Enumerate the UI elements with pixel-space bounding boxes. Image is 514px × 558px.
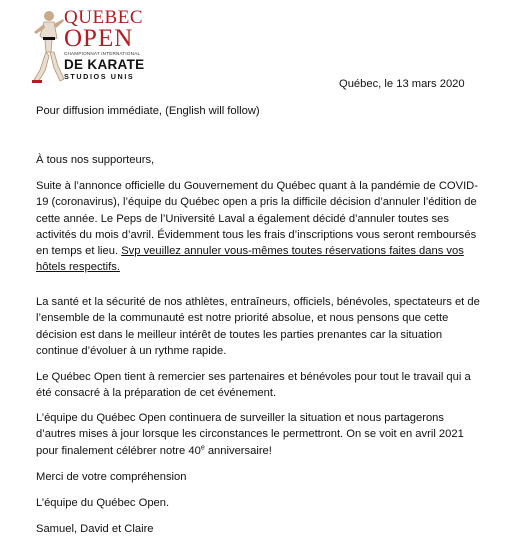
paragraph-thanks-partners: Le Québec Open tient à remercier ses partenaires et bénévoles pour tout le travail qui a été consacré à la préparation de cet événement. bbox=[36, 371, 471, 400]
logo-karate-text: DE KARATE bbox=[64, 57, 145, 72]
signature: Samuel, David et Claire bbox=[36, 523, 154, 535]
logo-open-text: OPEN bbox=[64, 25, 134, 52]
logo-studios-text: STUDIOS UNIS bbox=[64, 72, 135, 81]
paragraph-updates-text: L’équipe du Québec Open continuera de surveiller la situation et nous partagerons d’autres mises à jour lorsque les circonstances le permettront. On se voit en avril 2021 pour finalement célébrer notre 40 bbox=[36, 412, 464, 457]
greeting: À tous nos supporteurs, bbox=[36, 154, 155, 166]
paragraph-cancellation-text: Suite à l’annonce officielle du Gouvernement du Québec quant à la pandémie de COVID-19 (coronavirus), l’équipe du Québec open a pris la difficile décision d’annuler l’édition de cette année. Le Peps de l’Université Laval a également décidé d’annuler toutes ses activités du mois d’avril. Évidemment tous les frais d’inscriptions vous seront remboursés en temps et lieu. bbox=[36, 180, 478, 258]
logo-wordmark bbox=[64, 6, 148, 86]
paragraph-cancellation bbox=[36, 178, 486, 276]
release-line: Pour diffusion immédiate, (English will follow) bbox=[36, 105, 260, 117]
paragraph-updates bbox=[36, 410, 486, 459]
paragraph-updates-end: anniversaire! bbox=[204, 444, 272, 457]
logo-championnat-text: CHAMPIONNAT INTERNATIONAL bbox=[64, 51, 141, 56]
logo-quebec-text: QUEBEC bbox=[64, 7, 143, 28]
closing-team: L’équipe du Québec Open. bbox=[36, 497, 170, 509]
paragraph-safety: La santé et la sécurité de nos athlètes, entraîneurs, officiels, bénévoles, spectateurs et de l’ensemble de la communauté est notre priorité absolue, et nous pensons que cette décision est dans le meilleur intérêt de toutes les parties prenantes car la situation continue d’évoluer à un rythme rapide. bbox=[36, 296, 480, 357]
quebec-open-logo bbox=[30, 6, 148, 86]
hotel-reservation-notice: Svp veuillez annuler vous-mêmes toutes réservations faites dans vos hôtels respectifs. bbox=[36, 245, 464, 274]
ordinal-superscript: e bbox=[200, 443, 205, 451]
closing-thanks: Merci de votre compréhension bbox=[36, 471, 187, 483]
karate-figure-icon bbox=[30, 8, 64, 84]
letter-date: Québec, le 13 mars 2020 bbox=[339, 78, 465, 90]
